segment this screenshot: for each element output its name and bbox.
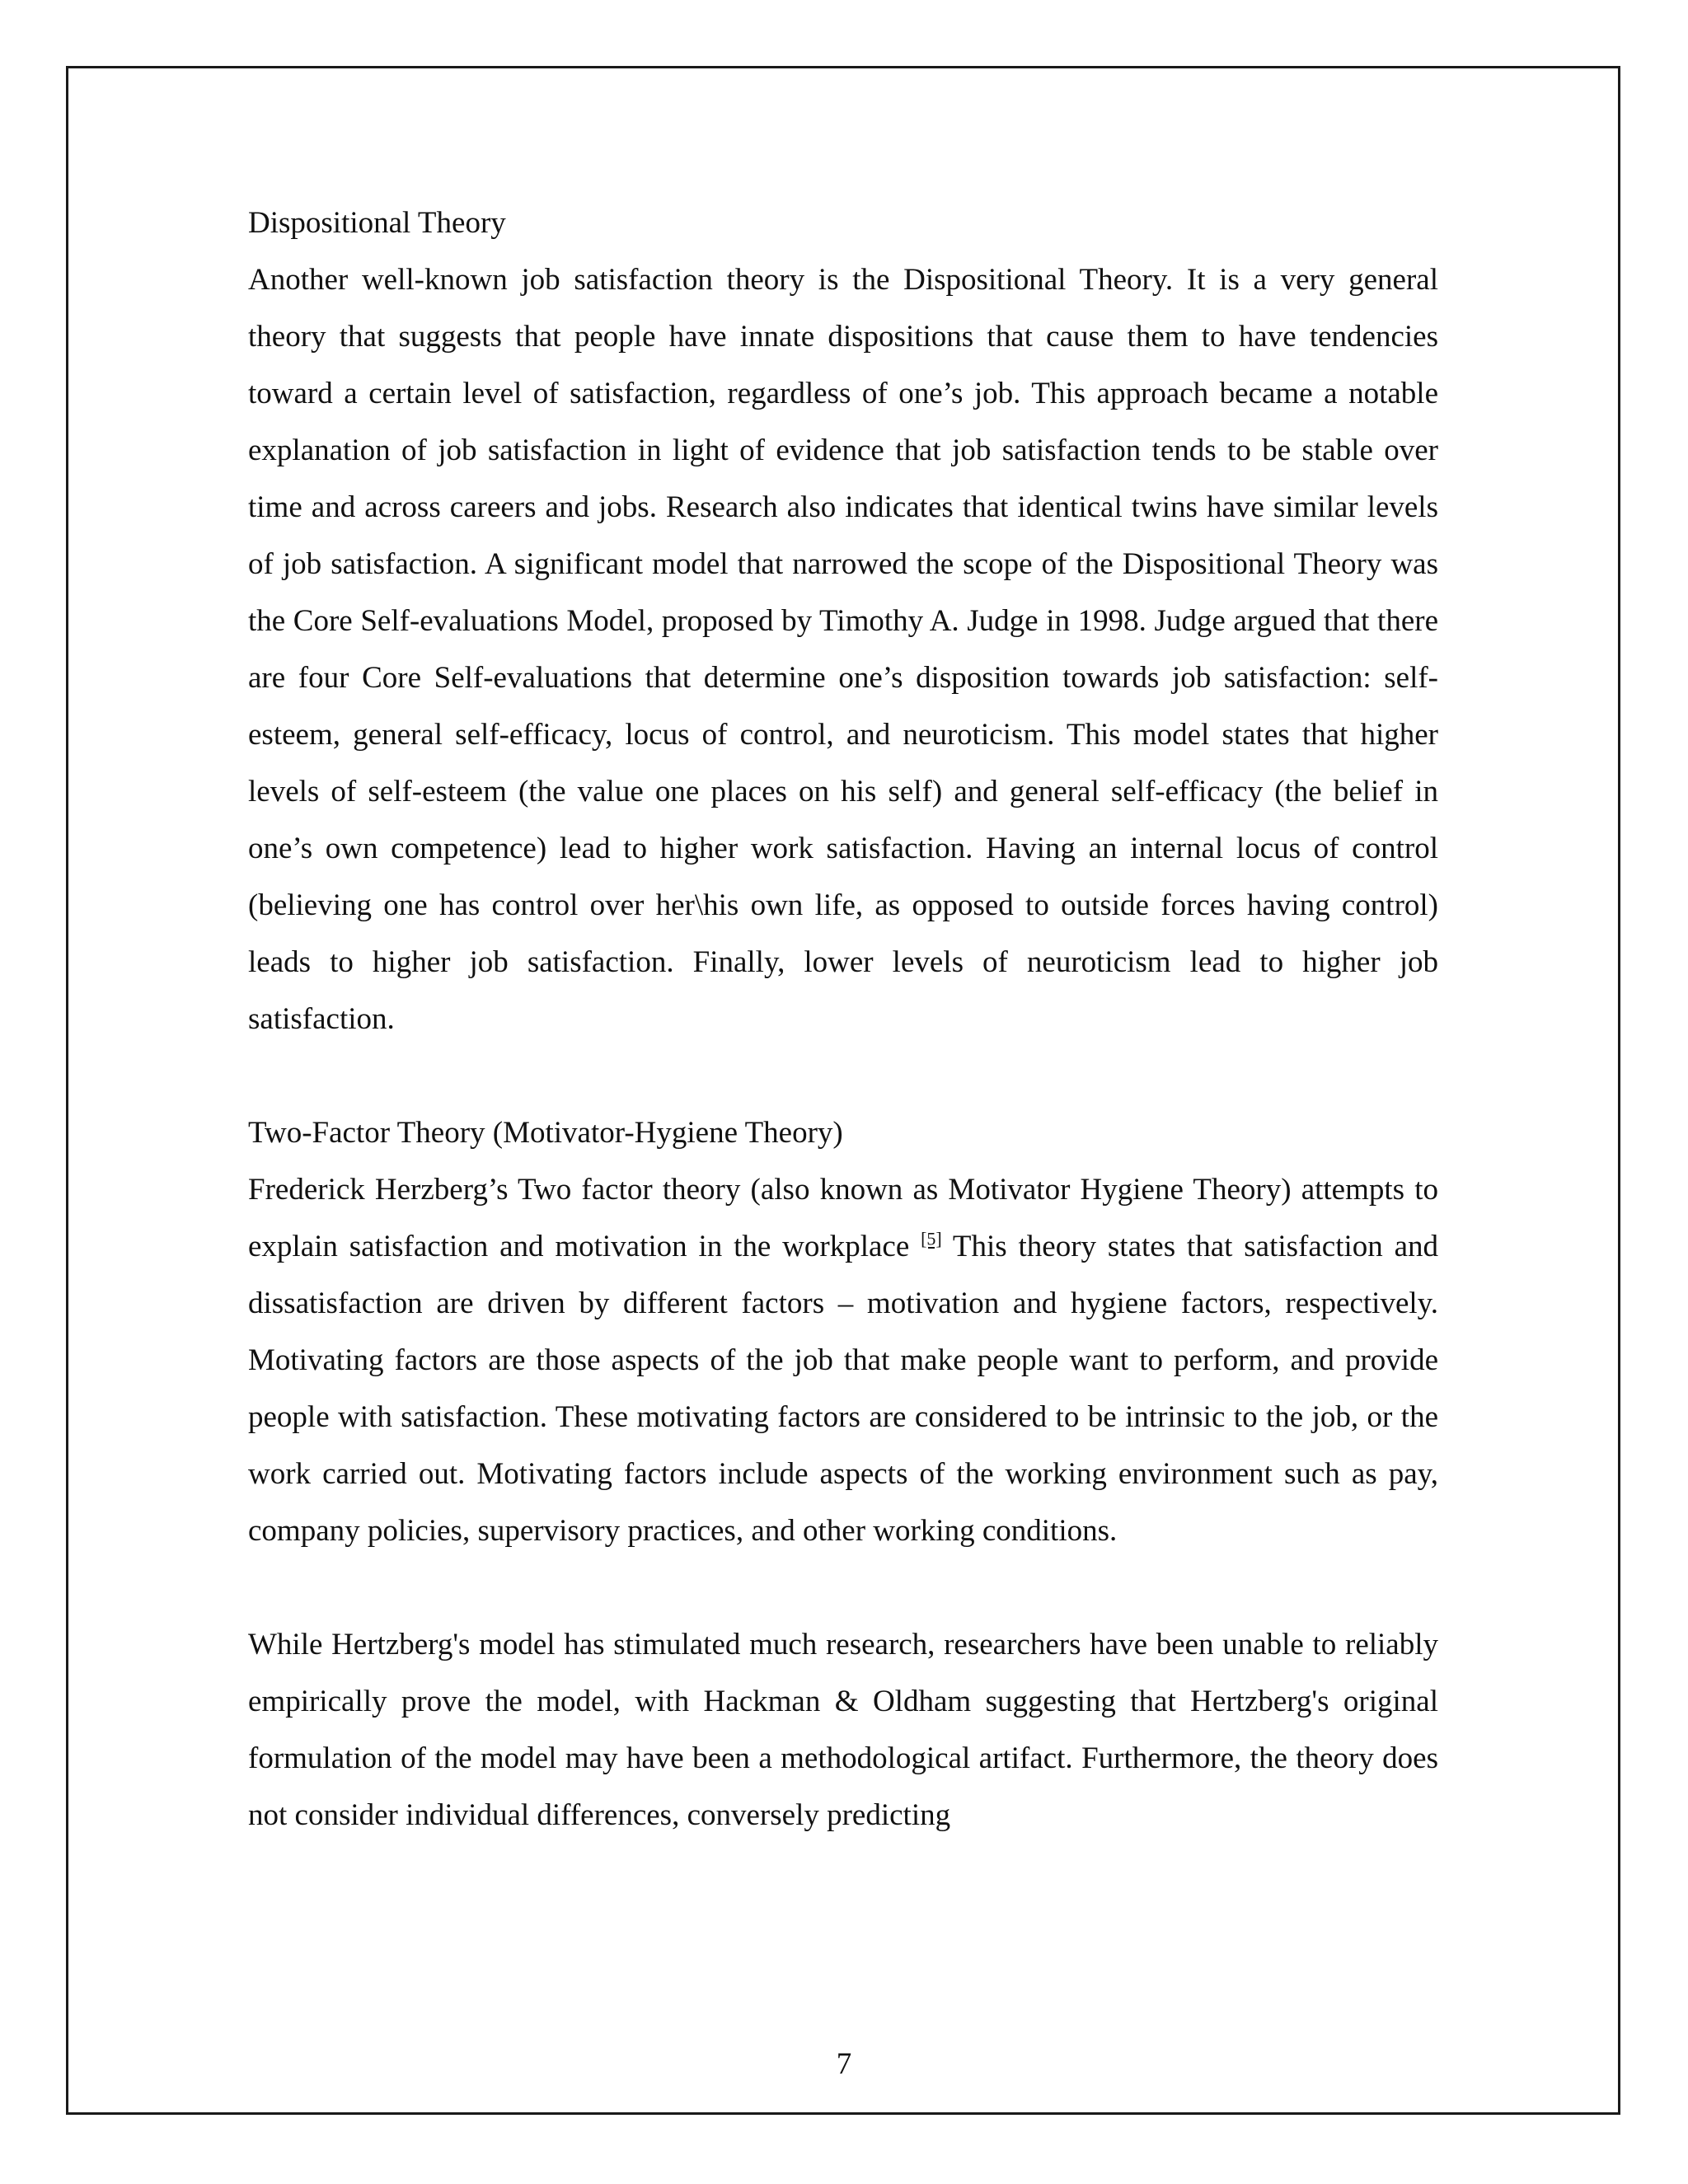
section-heading-dispositional-theory: Dispositional Theory — [248, 206, 506, 240]
paragraph-spacer — [248, 1047, 1438, 1104]
paragraph-hertzberg-critique: While Hertzberg's model has stimulated much research, researchers have been unable to reliably empirically prove the model, with Hackman & Oldham suggesting that Hertzberg's original formulation of the model may have been a methodological artifact. Furthermore, the theory does not consider individual differences, conversely predicting — [248, 1628, 1438, 1832]
document-body — [248, 194, 1438, 1844]
paragraph-spacer — [248, 1559, 1438, 1616]
paragraph-text-after-ref: This theory states that satisfaction and dissatisfaction are driven by different factors – motivation and hygiene factors, respectively. Motivating factors are those aspects of the job that make people want to perform, and provide people with satisfaction. These motivating factors are considered to be intrinsic to the job, or the work carried out. Motivating factors include aspects of the working environment such as pay, company policies, supervisory practices, and other working conditions. — [248, 1230, 1439, 1548]
section-heading-two-factor-theory: Two-Factor Theory (Motivator-Hygiene Theory) — [248, 1116, 843, 1150]
paragraph-two-factor-theory — [248, 1161, 1438, 1559]
paragraph-dispositional-theory: Another well-known job satisfaction theory is the Dispositional Theory. It is a very general theory that suggests that people have innate dispositions that cause them to have tendencies toward a certain level of satisfaction, regardless of one’s job. This approach became a notable explanation of job satisfaction in light of evidence that job satisfaction tends to be stable over time and across careers and jobs. Research also indicates that identical twins have similar levels of job satisfaction. A significant model that narrowed the scope of the Dispositional Theory was the Core Self-evaluations Model, proposed by Timothy A. Judge in 1998. Judge argued that there are four Core Self-evaluations that determine one’s disposition towards job satisfaction: self-esteem, general self-efficacy, locus of control, and neuroticism. This model states that higher levels of self-esteem (the value one places on his self) and general self-efficacy (the belief in one’s own competence) lead to higher work satisfaction. Having an internal locus of control (believing one has control over her\his own life, as opposed to outside forces having control) leads to higher job satisfaction. Finally, lower levels of neuroticism lead to higher job satisfaction. — [248, 263, 1438, 1036]
paragraph-text-before-ref: Frederick Herzberg’s Two factor theory (also known as Motivator Hygiene Theory) attempts to explain satisfaction and motivation in the workplace — [248, 1173, 1438, 1263]
footnote-reference-link[interactable]: [5] — [921, 1228, 942, 1249]
page-number: 7 — [836, 2047, 852, 2081]
